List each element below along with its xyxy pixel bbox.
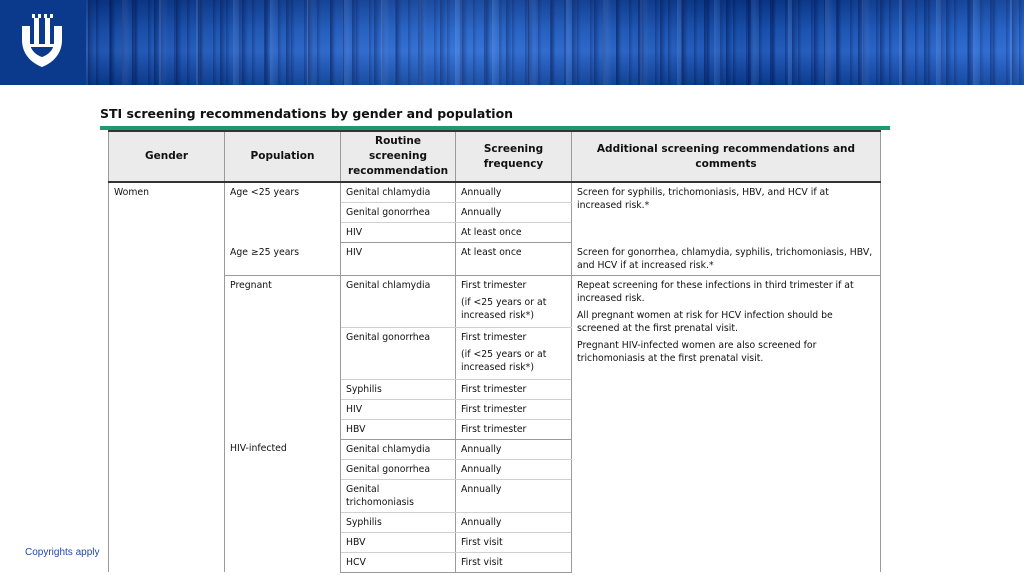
comment-paragraph: Repeat screening for these infections in third trimester if at increased risk. (577, 279, 854, 304)
frequency-text: First trimester (461, 279, 527, 291)
comments-cell (572, 243, 881, 276)
frequency-cell (456, 327, 572, 379)
recommendation-cell: Genital chlamydia (341, 439, 456, 459)
frequency-cell (456, 275, 572, 327)
header-routine-screening: Routine screening recommendation (341, 131, 456, 182)
frequency-cell (456, 182, 572, 203)
frequency-cell (456, 512, 572, 532)
banner-texture (80, 0, 1024, 85)
recommendation-cell: Syphilis (341, 512, 456, 532)
comment-paragraph: Screen for syphilis, trichomoniasis, HBV, and HCV if at increased risk.* (577, 187, 829, 211)
recommendation-cell: HIV (341, 243, 456, 276)
recommendation-cell: HBV (341, 419, 456, 439)
comment-paragraph: Pregnant HIV-infected women are also screened for trichomoniasis at the first prenatal visit. (577, 339, 817, 364)
document-title: STI screening recommendations by gender and population (100, 106, 514, 121)
recommendation-cell: Syphilis (341, 379, 456, 399)
duke-shield-logo-icon (20, 12, 64, 68)
recommendation-cell: Genital chlamydia (341, 182, 456, 203)
header-screening-frequency: Screening frequency (456, 131, 572, 182)
frequency-text: First trimester (461, 383, 527, 395)
frequency-cell (456, 223, 572, 243)
recommendation-cell: Genital gonorrhea (341, 459, 456, 479)
population-cell: Age <25 years (225, 182, 341, 243)
frequency-cell (456, 243, 572, 276)
recommendation-cell: Genital gonorrhea (341, 327, 456, 379)
frequency-cell (456, 203, 572, 223)
frequency-text: First trimester (461, 403, 527, 415)
table-row (109, 182, 881, 203)
copyright-footer: Copyrights apply (25, 547, 100, 558)
comments-cell (572, 275, 881, 439)
frequency-cell (456, 419, 572, 439)
frequency-text: Annually (461, 443, 502, 455)
comment-paragraph: Screen for gonorrhea, chlamydia, syphilis, trichomoniasis, HBV, and HCV if at increased risk.* (577, 246, 873, 271)
gender-cell: Women (109, 182, 225, 572)
header-population: Population (225, 131, 341, 182)
table-row (109, 243, 881, 276)
comments-cell (572, 182, 881, 243)
document-image (100, 104, 890, 568)
frequency-text: First trimester (461, 331, 527, 343)
recommendation-cell: Genital trichomoniasis (341, 479, 456, 512)
recommendation-cell: HBV (341, 532, 456, 552)
frequency-cell (456, 439, 572, 459)
frequency-cell (456, 552, 572, 572)
header-additional-recommendations: Additional screening recommendations and comments (572, 131, 881, 182)
frequency-note: (if <25 years or at increased risk*) (461, 348, 547, 373)
table-body (109, 182, 881, 572)
frequency-cell (456, 479, 572, 512)
frequency-text: First visit (461, 536, 503, 548)
recommendation-cell: HIV (341, 223, 456, 243)
comment-paragraph: All pregnant women at risk for HCV infection should be screened at the first prenatal visit. (577, 309, 833, 334)
frequency-cell (456, 379, 572, 399)
frequency-text: Annually (461, 516, 502, 528)
population-cell: HIV-infected (225, 439, 341, 572)
table-row (109, 275, 881, 327)
frequency-text: First trimester (461, 423, 527, 435)
frequency-text: Annually (461, 483, 502, 495)
frequency-text: At least once (461, 227, 522, 238)
table-row (109, 439, 881, 459)
population-cell: Age ≥25 years (225, 243, 341, 276)
recommendation-cell: HCV (341, 552, 456, 572)
frequency-text: At least once (461, 247, 522, 258)
comments-cell (572, 439, 881, 572)
screening-table (108, 130, 881, 573)
frequency-text: Annually (461, 207, 502, 218)
population-cell: Pregnant (225, 275, 341, 439)
frequency-text: First visit (461, 556, 503, 568)
header-banner (0, 0, 1024, 85)
frequency-text: Annually (461, 187, 502, 198)
recommendation-cell: Genital chlamydia (341, 275, 456, 327)
frequency-note: (if <25 years or at increased risk*) (461, 296, 547, 321)
table-header-row (109, 131, 881, 182)
frequency-cell (456, 459, 572, 479)
recommendation-cell: HIV (341, 399, 456, 419)
frequency-text: Annually (461, 463, 502, 475)
recommendation-cell: Genital gonorrhea (341, 203, 456, 223)
frequency-cell (456, 399, 572, 419)
header-gender: Gender (109, 131, 225, 182)
frequency-cell (456, 532, 572, 552)
